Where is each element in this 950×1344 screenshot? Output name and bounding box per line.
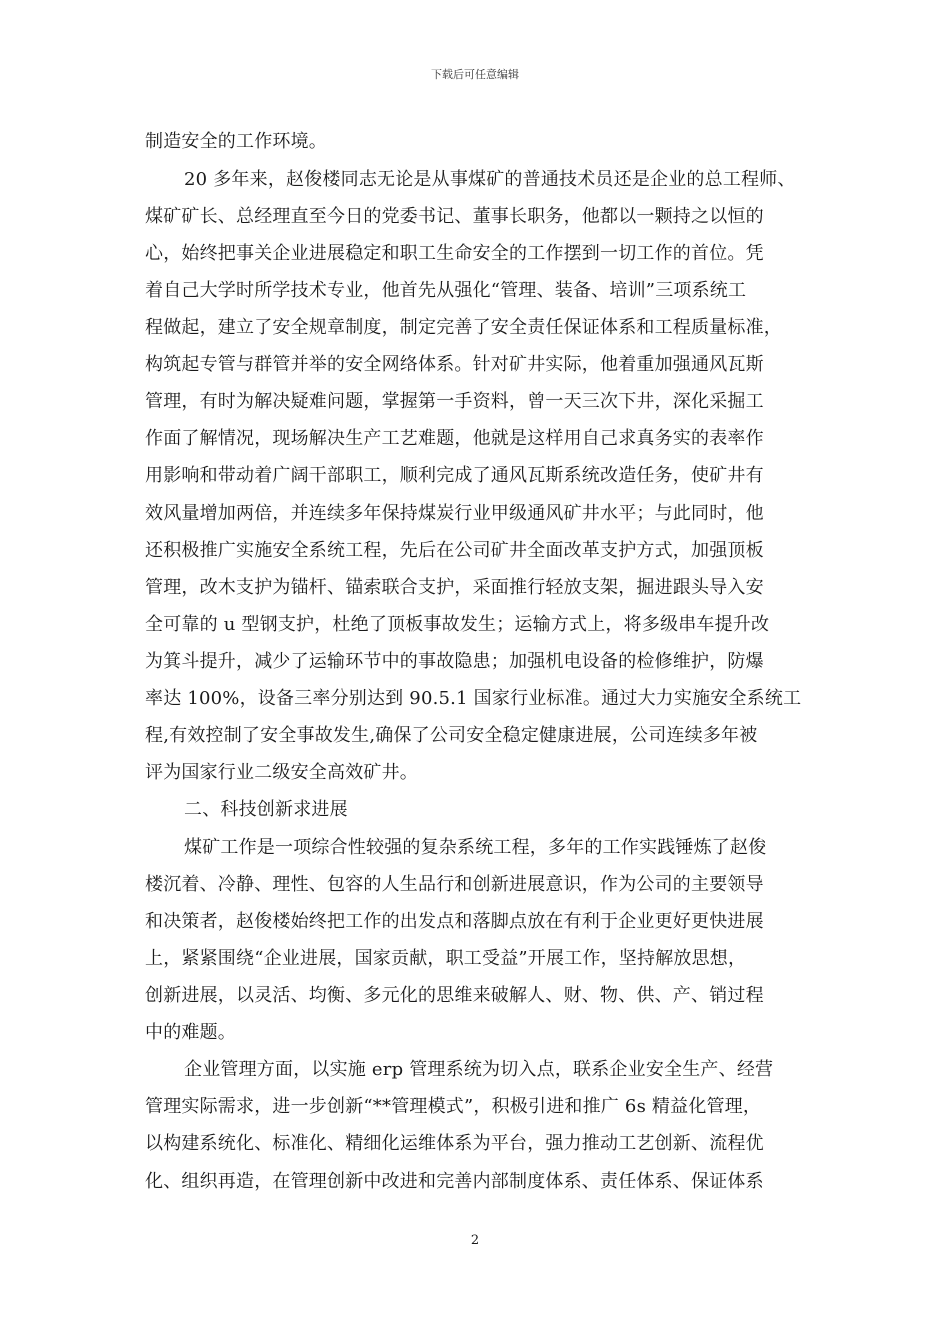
text-line: 程做起，建立了安全规章制度，制定完善了安全责任保证体系和工程质量标准，: [145, 317, 782, 338]
text-line: 心，始终把事关企业进展稳定和职工生命安全的工作摆到一切工作的首位。凭: [145, 243, 764, 264]
text-line: 效风量增加两倍，并连续多年保持煤炭行业甲级通风矿井水平；与此同时，他: [145, 503, 764, 524]
text-line: 煤矿工作是一项综合性较强的复杂系统工程，多年的工作实践锤炼了赵俊: [184, 837, 767, 858]
text-line: 用影响和带动着广阔干部职工，顺利完成了通风瓦斯系统改造任务，使矿井有: [145, 465, 764, 486]
text-line: 程,有效控制了安全事故发生,确保了公司安全稳定健康进展，公司连续多年被: [145, 725, 758, 746]
text-line: 煤矿矿长、总经理直至今日的党委书记、董事长职务，他都以一颗持之以恒的: [145, 206, 764, 227]
text-line: 上，紧紧围绕“企业进展，国家贡献，职工受益”开展工作，坚持解放思想，: [145, 948, 747, 969]
text-line: 中的难题。: [145, 1022, 236, 1043]
text-line: 管理实际需求，进一步创新“**管理模式”，积极引进和推广 6s 精益化管理，: [145, 1096, 762, 1117]
text-line: 创新进展，以灵活、均衡、多元化的思维来破解人、财、物、供、产、销过程: [145, 985, 764, 1006]
text-line: 和决策者，赵俊楼始终把工作的出发点和落脚点放在有利于企业更好更快进展: [145, 911, 764, 932]
text-line: 以构建系统化、标准化、精细化运维体系为平台，强力推动工艺创新、流程优: [145, 1133, 764, 1154]
text-line: 作面了解情况，现场解决生产工艺难题，他就是这样用自己求真务实的表率作: [145, 428, 764, 449]
text-line: 还积极推广实施安全系统工程，先后在公司矿井全面改革支护方式，加强顶板: [145, 540, 764, 561]
text-line: 为箕斗提升，减少了运输环节中的事故隐患；加强机电设备的检修维护，防爆: [145, 651, 764, 672]
page-header: 下载后可任意编辑: [431, 68, 519, 81]
text-line: 构筑起专管与群管并举的安全网络体系。针对矿井实际，他着重加强通风瓦斯: [145, 354, 764, 375]
text-line: 企业管理方面，以实施 erp 管理系统为切入点，联系企业安全生产、经营: [184, 1059, 774, 1080]
text-line: 管理，改木支护为锚杆、锚索联合支护，采面推行轻放支架，掘进跟头导入安: [145, 577, 764, 598]
text-line: 着自己大学时所学技术专业，他首先从强化“管理、装备、培训”三项系统工: [145, 280, 747, 301]
text-line: 化、组织再造，在管理创新中改进和完善内部制度体系、责任体系、保证体系: [145, 1171, 764, 1192]
text-line: 评为国家行业二级安全高效矿井。: [145, 762, 418, 783]
page-number: 2: [470, 1233, 480, 1248]
text-line: 全可靠的 u 型钢支护，杜绝了顶板事故发生；运输方式上，将多级串车提升改: [145, 614, 770, 635]
text-line: 二、科技创新求进展: [184, 799, 348, 820]
text-line: 20 多年来，赵俊楼同志无论是从事煤矿的普通技术员还是企业的总工程师、: [184, 169, 796, 190]
text-line: 楼沉着、冷静、理性、包容的人生品行和创新进展意识，作为公司的主要领导: [145, 874, 764, 895]
text-line: 管理，有时为解决疑难问题，掌握第一手资料，曾一天三次下井，深化采掘工: [145, 391, 764, 412]
text-line: 率达 100%，设备三率分别达到 90.5.1 国家行业标准。通过大力实施安全系统工: [145, 688, 802, 709]
text-line: 制造安全的工作环境。: [145, 131, 327, 152]
